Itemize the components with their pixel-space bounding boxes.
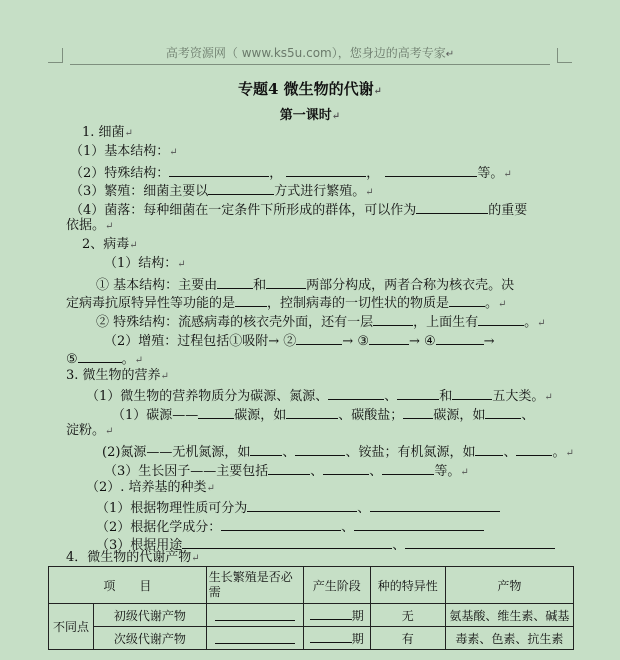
line-usage: （3）根据用途 、 <box>96 534 555 555</box>
blank[interactable] <box>198 404 234 419</box>
growth-blank[interactable] <box>206 604 303 627</box>
header-products: 产物 <box>445 567 573 604</box>
blank[interactable] <box>436 330 484 345</box>
line-nitrogen-source: (2)氮源——无机氮源，如 、 、铵盐；有机氮源，如 、 。↵ <box>102 441 574 463</box>
line-basis: 依据。↵ <box>66 218 114 233</box>
line-virus-structure: （1）结构：↵ <box>104 256 186 271</box>
growth-blank[interactable] <box>206 627 303 650</box>
header-growth: 生长繁殖是否必需 <box>206 567 303 604</box>
section-bacteria: 1. 细菌↵ <box>82 125 133 140</box>
doc-title: 专题4 微生物的代谢↵ <box>237 80 383 98</box>
blank[interactable] <box>373 311 413 326</box>
blank[interactable] <box>208 180 274 195</box>
table-row <box>49 567 574 604</box>
line-reproduction: （3）繁殖：细菌主要以 方式进行繁殖。↵ <box>70 180 374 202</box>
section-products: 4．微生物的代谢产物↵ <box>66 550 200 565</box>
section-media-types: （2）. 培养基的种类↵ <box>86 480 215 495</box>
blank[interactable] <box>397 385 439 400</box>
title-text: 专题4 微生物的代谢 <box>237 80 374 98</box>
table-row <box>49 627 574 650</box>
blank[interactable] <box>266 274 306 289</box>
header-item: 项 目 <box>49 567 207 604</box>
blank[interactable] <box>478 311 524 326</box>
page-header: 高考资源网（ www.ks5u.com），您身边的高考专家↵ <box>70 44 550 65</box>
blank[interactable] <box>250 441 282 456</box>
line-special-structure: （2）特殊结构： ， ， 等。↵ <box>70 162 512 184</box>
line-virus-special: ② 特殊结构：流感病毒的核衣壳外面，还有一层 ，上面生有 。↵ <box>96 311 546 333</box>
blank[interactable] <box>221 516 341 531</box>
line-nutrients: （1）微生物的营养物质分为碳源、氮源、 、 和 五大类。↵ <box>86 385 553 407</box>
margin-corner-mark <box>557 48 572 63</box>
blank[interactable] <box>235 292 267 307</box>
specificity-cell: 无 <box>370 604 445 627</box>
doc-subtitle: 第一课时↵ <box>279 108 341 123</box>
blank[interactable] <box>516 441 552 456</box>
blank[interactable] <box>78 348 122 363</box>
line-virus-basic: ① 基本结构：主要由 和 两部分构成，两者合称为核衣壳。决 <box>96 274 514 295</box>
line-colony: （4）菌落：每种细菌在一定条件下所形成的群体，可以作为 的重要 <box>70 199 527 220</box>
blank[interactable] <box>452 385 492 400</box>
products-cell: 氨基酸、维生素、碱基 <box>445 604 573 627</box>
section-virus: 2、病毒↵ <box>82 237 138 252</box>
line-physical: （1）根据物理性质可分为 、 <box>96 497 500 518</box>
stage-cell: 期 <box>303 627 370 650</box>
blank[interactable] <box>295 441 345 456</box>
blank[interactable] <box>416 199 488 214</box>
diff-label: 不同点 <box>49 604 94 650</box>
blank[interactable] <box>323 460 369 475</box>
blank[interactable] <box>286 404 338 419</box>
line-starch: 淀粉。↵ <box>66 423 114 438</box>
blank[interactable] <box>328 385 384 400</box>
line-carbon-source: （1）碳源—— 碳源，如 、碳酸盐； 碳源，如 、 <box>112 404 534 425</box>
line-basic-structure: （1）基本结构：↵ <box>70 144 178 159</box>
row-name: 初级代谢产物 <box>94 604 207 627</box>
blank[interactable] <box>382 460 434 475</box>
blank[interactable] <box>475 441 503 456</box>
line-chemical: （2）根据化学成分： 、 <box>96 516 484 537</box>
blank[interactable] <box>169 162 269 177</box>
blank[interactable] <box>449 292 485 307</box>
row-name: 次级代谢产物 <box>94 627 207 650</box>
section-nutrition: 3. 微生物的营养↵ <box>66 368 169 383</box>
blank[interactable] <box>217 274 253 289</box>
line-virus-step5: ⑤ 。↵ <box>66 348 143 370</box>
blank[interactable] <box>268 460 310 475</box>
stage-cell: 期 <box>303 604 370 627</box>
products-cell: 毒素、色素、抗生素 <box>445 627 573 650</box>
margin-corner-mark <box>48 48 63 63</box>
line-virus-antigen: 定病毒抗原特异性等功能的是 ，控制病毒的一切性状的物质是 。↵ <box>66 292 506 314</box>
blank[interactable] <box>354 516 484 531</box>
metabolite-table <box>48 566 574 650</box>
blank[interactable] <box>369 330 409 345</box>
blank[interactable] <box>370 497 500 512</box>
specificity-cell: 有 <box>370 627 445 650</box>
header-text: 高考资源网（ www.ks5u.com），您身边的高考专家 <box>165 46 446 60</box>
blank[interactable] <box>182 534 392 549</box>
header-specificity: 种的特异性 <box>370 567 445 604</box>
table-row <box>49 604 574 627</box>
blank[interactable] <box>385 162 477 177</box>
blank[interactable] <box>403 404 433 419</box>
blank[interactable] <box>286 162 366 177</box>
header-stage: 产生阶段 <box>303 567 370 604</box>
blank[interactable] <box>296 330 342 345</box>
blank[interactable] <box>247 497 357 512</box>
subtitle-text: 第一课时 <box>279 108 332 123</box>
blank[interactable] <box>485 404 521 419</box>
blank[interactable] <box>405 534 555 549</box>
line-virus-proliferation: （2）增殖：过程包括①吸附→ ② → ③ → ④ → <box>104 330 495 351</box>
line-growth-factor: （3）生长因子——主要包括 、 、 等。↵ <box>104 460 469 482</box>
